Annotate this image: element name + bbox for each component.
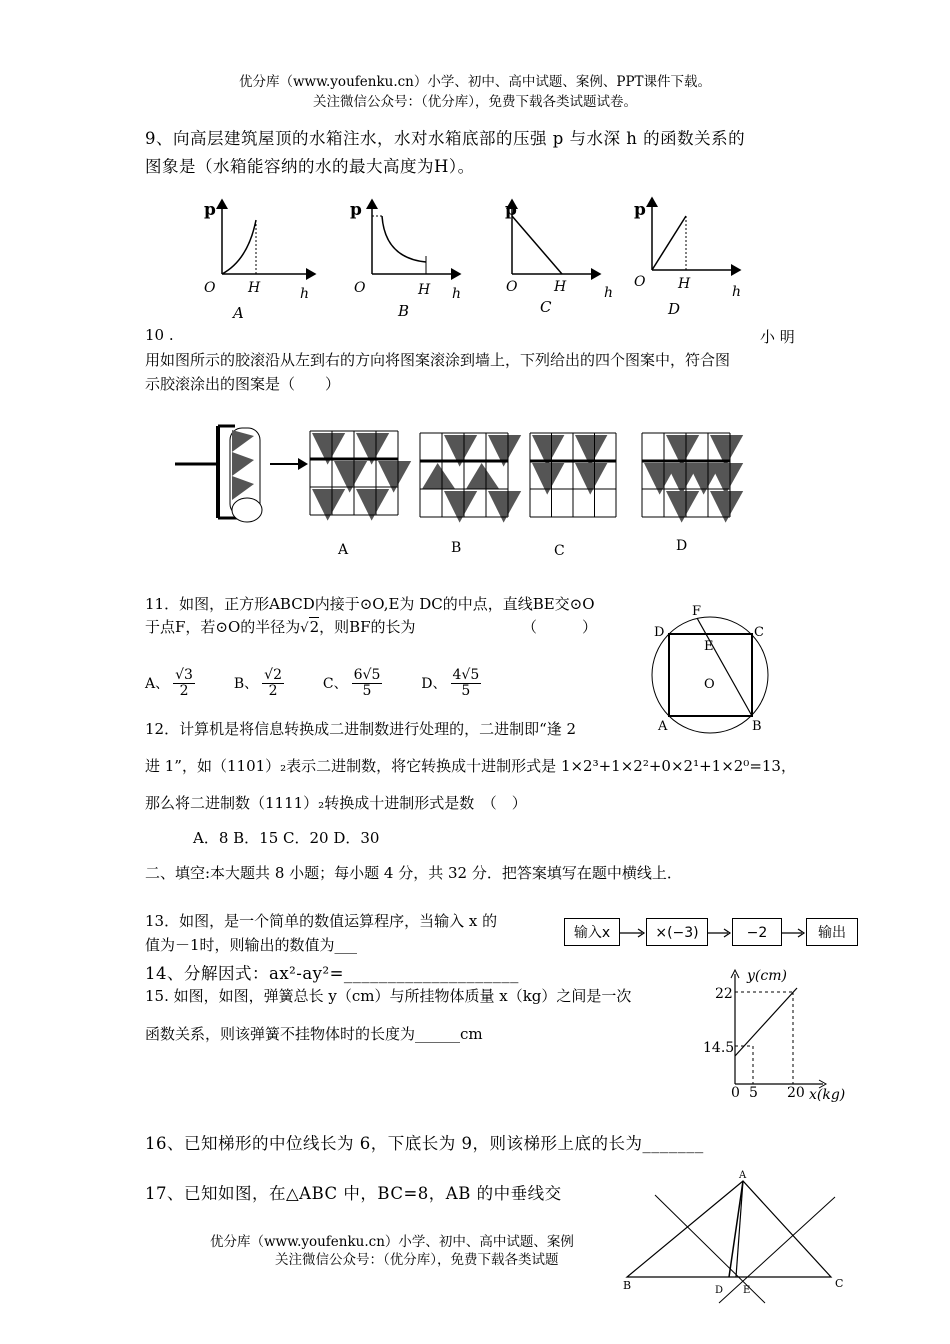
graph-c-h-max: H [554, 279, 567, 295]
footer-line-1: 优分库（www.youfenku.cn）小学、初中、高中试题、案例 [210, 1234, 574, 1250]
q11-circle-figure [640, 598, 790, 738]
q11-options [145, 668, 485, 700]
pattern-grid-d[interactable] [642, 433, 743, 523]
q11-option-d[interactable] [421, 667, 485, 700]
q11-opt-b-label: B、 [233, 675, 259, 692]
pattern-a-label: A [338, 542, 349, 558]
pattern-triangle [334, 461, 367, 493]
graph-d [634, 198, 741, 318]
q11-opt-a-den: 2 [179, 683, 189, 700]
tick-0: 0 [731, 1085, 740, 1101]
graph-a-label: A [233, 304, 244, 322]
graph-d-h: h [732, 284, 742, 300]
pattern-triangle [488, 491, 521, 523]
graph-d-h-max: H [678, 276, 691, 292]
q11-opt-c-num: 6√5 [353, 667, 381, 683]
pattern-triangle [666, 491, 699, 523]
q11-opt-b-den: 2 [268, 683, 278, 700]
tick-20: 20 [787, 1085, 805, 1101]
tri-label-c: C [835, 1277, 844, 1290]
q11-opt-b-num: √2 [264, 667, 282, 683]
graph-b-h: h [452, 286, 462, 302]
pattern-d-label: D [676, 538, 688, 554]
q11-option-b[interactable] [233, 667, 288, 700]
footer-line-2: 关注微信公众号：（优分库），免费下载各类试题 [275, 1252, 559, 1268]
q15-line-1: 15. 如图，如图，弹簧总长 y（cm）与所挂物体质量 x（kg）之间是一次 [145, 987, 632, 1005]
graph-b-label: B [398, 302, 410, 320]
pattern-triangle [312, 489, 345, 521]
pattern-triangle [532, 463, 564, 495]
x-axis-label: x(kg) [809, 1087, 846, 1103]
q11-opt-d-den: 5 [461, 683, 471, 700]
q12-line-3: 那么将二进制数（1111）₂转换成十进制形式是数 （ ） [145, 794, 527, 812]
label-e: E [704, 639, 714, 654]
q17-triangle-figure [615, 1165, 855, 1305]
tri-label-b: B [623, 1279, 632, 1292]
y-axis-label: y(cm) [747, 968, 787, 984]
pattern-b-label: B [451, 540, 462, 556]
q11-line-2: 于点F，若⊙O的半径为√2，则BF的长为 [145, 618, 416, 636]
q9-line-1: 9、向高层建筑屋顶的水箱注水，水对水箱底部的压强 p 与水深 h 的函数关系的 [145, 129, 746, 148]
q11-opt-d-num: 4√5 [452, 667, 480, 683]
q15-line-2: 函数关系，则该弹簧不挂物体时的长度为______cm [145, 1025, 483, 1043]
graph-b [350, 200, 461, 320]
tri-label-a: A [739, 1170, 747, 1181]
pattern-options [310, 431, 743, 523]
graph-c-label: C [540, 298, 552, 316]
q11-opt-c-den: 5 [362, 683, 372, 700]
q11-line-1: 11．如图，正方形ABCD内接于⊙O,E为 DC的中点，直线BE交⊙O [145, 595, 595, 613]
q11-opt-c-label: C、 [322, 675, 348, 692]
pattern-triangle [710, 491, 743, 523]
header-line-2: 关注微信公众号：（优分库），免费下载各类试题试卷。 [313, 94, 637, 110]
label-d: D [654, 625, 665, 640]
section-2-header: 二、填空:本大题共 8 小题；每小题 4 分，共 32 分．把答案填写在题中横线上． [145, 864, 682, 882]
pattern-triangle [444, 491, 477, 523]
graph-b-o: O [354, 280, 366, 296]
q11-option-c[interactable] [322, 667, 386, 700]
q13-line-1: 13．如图，是一个简单的数值运算程序，当输入 x 的 [145, 912, 498, 930]
q12-line-2: 进 1”，如（1101）₂表示二进制数，将它转换成十进制形式是 1×2³+1×2²+0×2¹+1×2⁰=13， [145, 757, 796, 775]
pattern-triangle [422, 463, 455, 489]
flow-input-box: 输入x [564, 918, 620, 946]
graph-c [505, 200, 613, 316]
graph-c-h: h [604, 285, 614, 301]
q11-paren: （ ） [522, 618, 598, 636]
roller [175, 426, 308, 522]
q11-opt-d-label: D、 [421, 675, 447, 692]
graph-d-o: O [634, 274, 646, 290]
pattern-triangle [575, 463, 607, 495]
graph-d-p: p [634, 200, 646, 220]
tick-5: 5 [749, 1085, 758, 1101]
pattern-triangle [710, 463, 743, 495]
q11-radius: 2 [309, 618, 320, 636]
graph-a-h: h [300, 286, 310, 302]
q11-line-2c: ，则BF的长为 [319, 618, 416, 636]
pattern-triangle [356, 489, 389, 521]
q15-spring-graph [695, 960, 860, 1110]
label-b: B [752, 719, 762, 734]
q11-option-a[interactable] [145, 667, 199, 700]
tick-14-5: 14.5 [703, 1040, 735, 1056]
graph-a [204, 200, 315, 322]
q11-opt-a-label: A、 [145, 675, 170, 692]
tri-label-e: E [743, 1285, 751, 1296]
tri-label-d: D [715, 1285, 724, 1296]
graph-c-p: p [505, 200, 517, 220]
graph-b-h-max: H [418, 282, 431, 298]
q9-graphs [190, 190, 770, 325]
pattern-c-label: C [554, 543, 565, 559]
label-a: A [658, 719, 668, 734]
graph-a-o: O [204, 280, 216, 296]
header-line-1: 优分库（www.youfenku.cn）小学、初中、高中试题、案例、PPT课件下载。 [238, 74, 712, 90]
flow-minus-box: −2 [732, 918, 782, 946]
q10-line-2: 用如图所示的胶滚沿从左到右的方向将图案滚涂到墙上，下列给出的四个图案中，符合图 [145, 351, 731, 369]
q10-number: 10 . [145, 326, 174, 344]
graph-b-p: p [350, 200, 362, 220]
graph-d-label: D [668, 300, 681, 318]
q12-choices[interactable]: A．8 B．15 C．20 D．30 [193, 829, 380, 847]
q11-line-2a: 于点F，若⊙O的半径为 [145, 618, 301, 636]
q9-line-2: 图象是（水箱能容纳的水的最大高度为H）。 [145, 157, 475, 176]
label-c: C [754, 625, 764, 640]
pattern-grid-a[interactable] [310, 431, 411, 521]
pattern-triangle [466, 463, 499, 489]
pattern-grid-c[interactable] [530, 433, 616, 517]
q13-line-2: 值为－1时，则输出的数值为___ [145, 936, 358, 954]
tick-22: 22 [715, 986, 733, 1002]
label-f: F [692, 604, 702, 619]
q14-text: 14、分解因式：ax²-ay²=____________________ [145, 964, 519, 983]
pattern-grid-b[interactable] [420, 433, 521, 523]
graph-a-p: p [204, 200, 216, 220]
q17-text: 17、已知如图，在△ABC 中，BC=8，AB 的中垂线交 [145, 1184, 562, 1203]
flow-output-box: 输出 [806, 918, 858, 946]
label-o: O [704, 677, 715, 692]
q16-text: 16、已知梯形的中位线长为 6，下底长为 9，则该梯形上底的长为_______ [145, 1134, 704, 1153]
flow-multiply-box: ×(−3) [646, 918, 708, 946]
q12-line-1: 12．计算机是将信息转换成二进制数进行处理的，二进制即“逢 2 [145, 720, 577, 738]
graph-a-h-max: H [248, 280, 261, 296]
graph-c-o: O [506, 279, 518, 295]
pattern-triangle [378, 461, 411, 493]
q10-right-text: 小 明 [760, 328, 795, 346]
q10-line-3: 示胶滚涂出的图案是（ ） [145, 375, 341, 393]
flow-arrows [620, 924, 810, 942]
q11-opt-a-num: √3 [175, 667, 193, 683]
q10-figures [170, 418, 750, 563]
